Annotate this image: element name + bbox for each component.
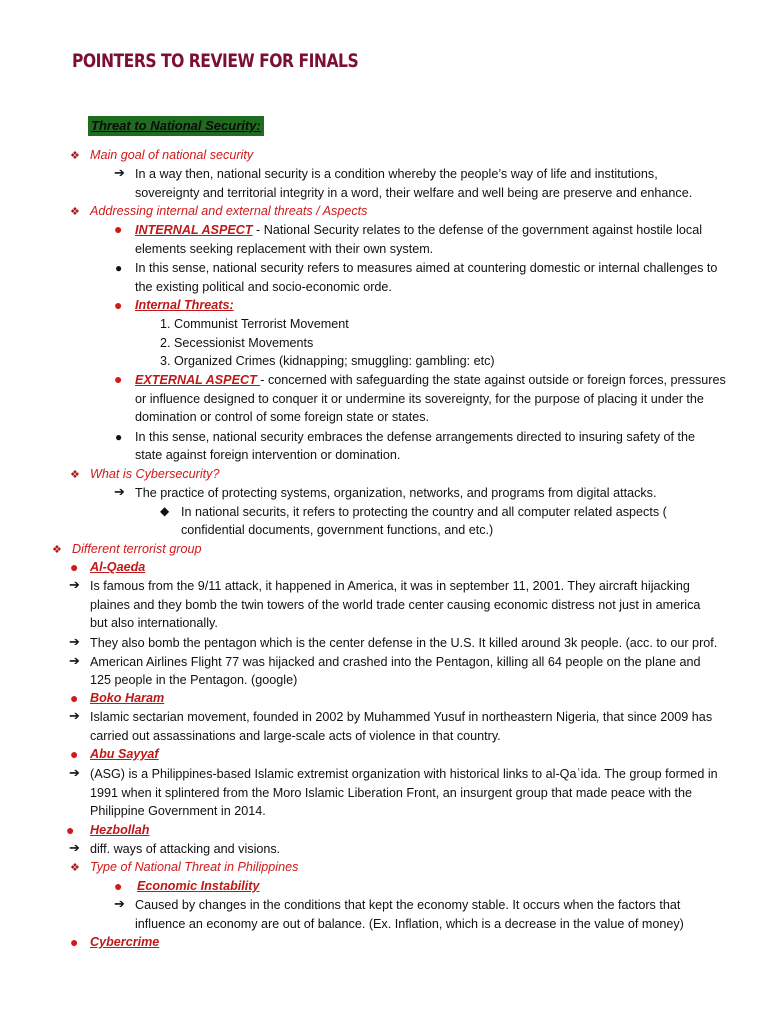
internal-sense-line-2: the existing political and socio-economic orde. [135,280,392,294]
arrow-icon: ➔ [69,708,80,723]
boko-text-1a: Islamic sectarian movement, founded in 2002 by Muhammed Yusuf in northeastern Nigeria, that since 2009 has [90,710,713,724]
arrow-icon: ➔ [114,896,125,911]
alqaeda-text-3a: American Airlines Flight 77 was hijacked and crashed into the Pentagon, killing all 64 people on the plane and [90,655,701,669]
external-aspect-line-1: EXTERNAL ASPECT - concerned with safeguarding the state against outside or foreign forces, pressures [135,373,726,387]
abu-text-1a: (ASG) is a Philippines-based Islamic extremist organization with historical links to al-Qaʿida. The group formed in [90,767,718,781]
alqaeda-label: Al-Qaeda [90,560,146,574]
internal-aspect-label: INTERNAL ASPECT [135,223,253,237]
diamond-bullet-icon: ❖ [70,150,80,162]
external-aspect-line-3: domination or control of some foreign state or states. [135,410,430,424]
red-bullet-icon: ● [114,221,123,237]
internal-threats-label: Internal Threats: [135,298,234,312]
section-heading: Threat to National Security: [88,116,264,136]
arrow-icon: ➔ [114,484,125,499]
cyber-sub-line-1: In national securits, it refers to protecting the country and all computer related aspects ( [181,505,667,519]
cybersecurity-text: The practice of protecting systems, organization, networks, and programs from digital attacks. [135,486,657,500]
main-goal-text-2: sovereignty and territorial integrity in a word, their welfare and well being are preserve and enhance. [135,186,693,200]
threat-item-3: 3. Organized Crimes (kidnapping; smuggling: gambling: etc) [160,354,495,368]
external-aspect-line-2: or influence designed to conquer it or undermine its sovereignty, for the purpose of placing it under the [135,392,704,406]
diamond-bullet-icon: ❖ [70,206,80,218]
external-sense-line-1: In this sense, national security embraces the defense arrangements directed to insuring safety of the [135,430,696,444]
red-bullet-icon: ● [70,690,79,706]
external-aspect-label: EXTERNAL ASPECT [135,373,261,387]
boko-label: Boko Haram [90,691,165,705]
red-bullet-icon: ● [70,934,79,950]
cybercrime-label: Cybercrime [90,935,160,949]
abu-sayyaf-label: Abu Sayyaf [90,747,159,761]
economic-text-1a: Caused by changes in the conditions that kept the economy stable. It occurs when the factors that [135,898,681,912]
abu-text-1b: 1991 when it splintered from the Moro Islamic Liberation Front, an insurgent group that made peace with the [90,786,693,800]
black-bullet-icon: ● [115,261,123,275]
black-bullet-icon: ● [115,430,123,444]
abu-text-1c: Philippine Government in 2014. [90,804,266,818]
internal-sense-line-1: In this sense, national security refers to measures aimed at countering domestic or internal challenges to [135,261,718,275]
economic-text-1b: influence an economy are out of balance. (Ex. Inflation, which is a decrease in the value of money) [135,917,684,931]
economic-instability-label: Economic Instability [137,879,260,893]
threat-item-2: 2. Secessionist Movements [160,336,314,350]
solid-diamond-icon: ◆ [160,504,170,518]
ph-threat-label: Type of National Threat in Philippines [90,860,299,874]
arrow-icon: ➔ [69,840,80,855]
arrow-icon: ➔ [69,634,80,649]
arrow-icon: ➔ [69,577,80,592]
diamond-bullet-icon: ❖ [70,862,80,874]
addressing-label: Addressing internal and external threats / Aspects [90,204,368,218]
alqaeda-text-1b: plaines and they bomb the twin towers of the world trade center causing economic distress not just in america [90,598,701,612]
cyber-sub-line-2: confidential documents, government functions, and etc.) [181,523,494,537]
boko-text-1b: carried out assassinations and large-scale acts of violence in that country. [90,729,501,743]
arrow-icon: ➔ [69,765,80,780]
alqaeda-text-1c: but also internationally. [90,616,218,630]
terrorist-group-label: Different terrorist group [72,542,202,556]
red-bullet-icon: ● [114,297,123,313]
red-bullet-icon: ● [70,559,79,575]
main-goal-label: Main goal of national security [90,148,254,162]
threat-item-1: 1. Communist Terrorist Movement [160,317,349,331]
diamond-bullet-icon: ❖ [70,469,80,481]
external-sense-line-2: state against foreign intervention or domination. [135,448,401,462]
red-bullet-icon: ● [70,746,79,762]
alqaeda-text-1a: Is famous from the 9/11 attack, it happened in America, it was in september 11, 2001. They aircraft hijacking [90,579,690,593]
arrow-icon: ➔ [114,165,125,180]
alqaeda-text-2: They also bomb the pentagon which is the center defense in the U.S. It killed around 3k people. (acc. to our prof. [90,636,718,650]
hezbollah-label: Hezbollah [90,823,150,837]
hezbollah-text: diff. ways of attacking and visions. [90,842,281,856]
arrow-icon: ➔ [69,653,80,668]
page-title: POINTERS TO REVIEW FOR FINALS [72,50,359,72]
cybersecurity-label: What is Cybersecurity? [90,467,220,481]
internal-aspect-line-1: INTERNAL ASPECT - National Security relates to the defense of the government against hostile local [135,223,702,237]
red-bullet-icon: ● [114,371,123,387]
red-bullet-icon: ● [66,822,75,838]
diamond-bullet-icon: ❖ [52,544,62,556]
main-goal-text-1: In a way then, national security is a condition whereby the people’s way of life and institutions, [135,167,658,181]
red-bullet-icon: ● [114,878,123,894]
alqaeda-text-3b: 125 people in the Pentagon. (google) [90,673,298,687]
internal-aspect-line-2: elements seeking replacement with their own system. [135,242,434,256]
